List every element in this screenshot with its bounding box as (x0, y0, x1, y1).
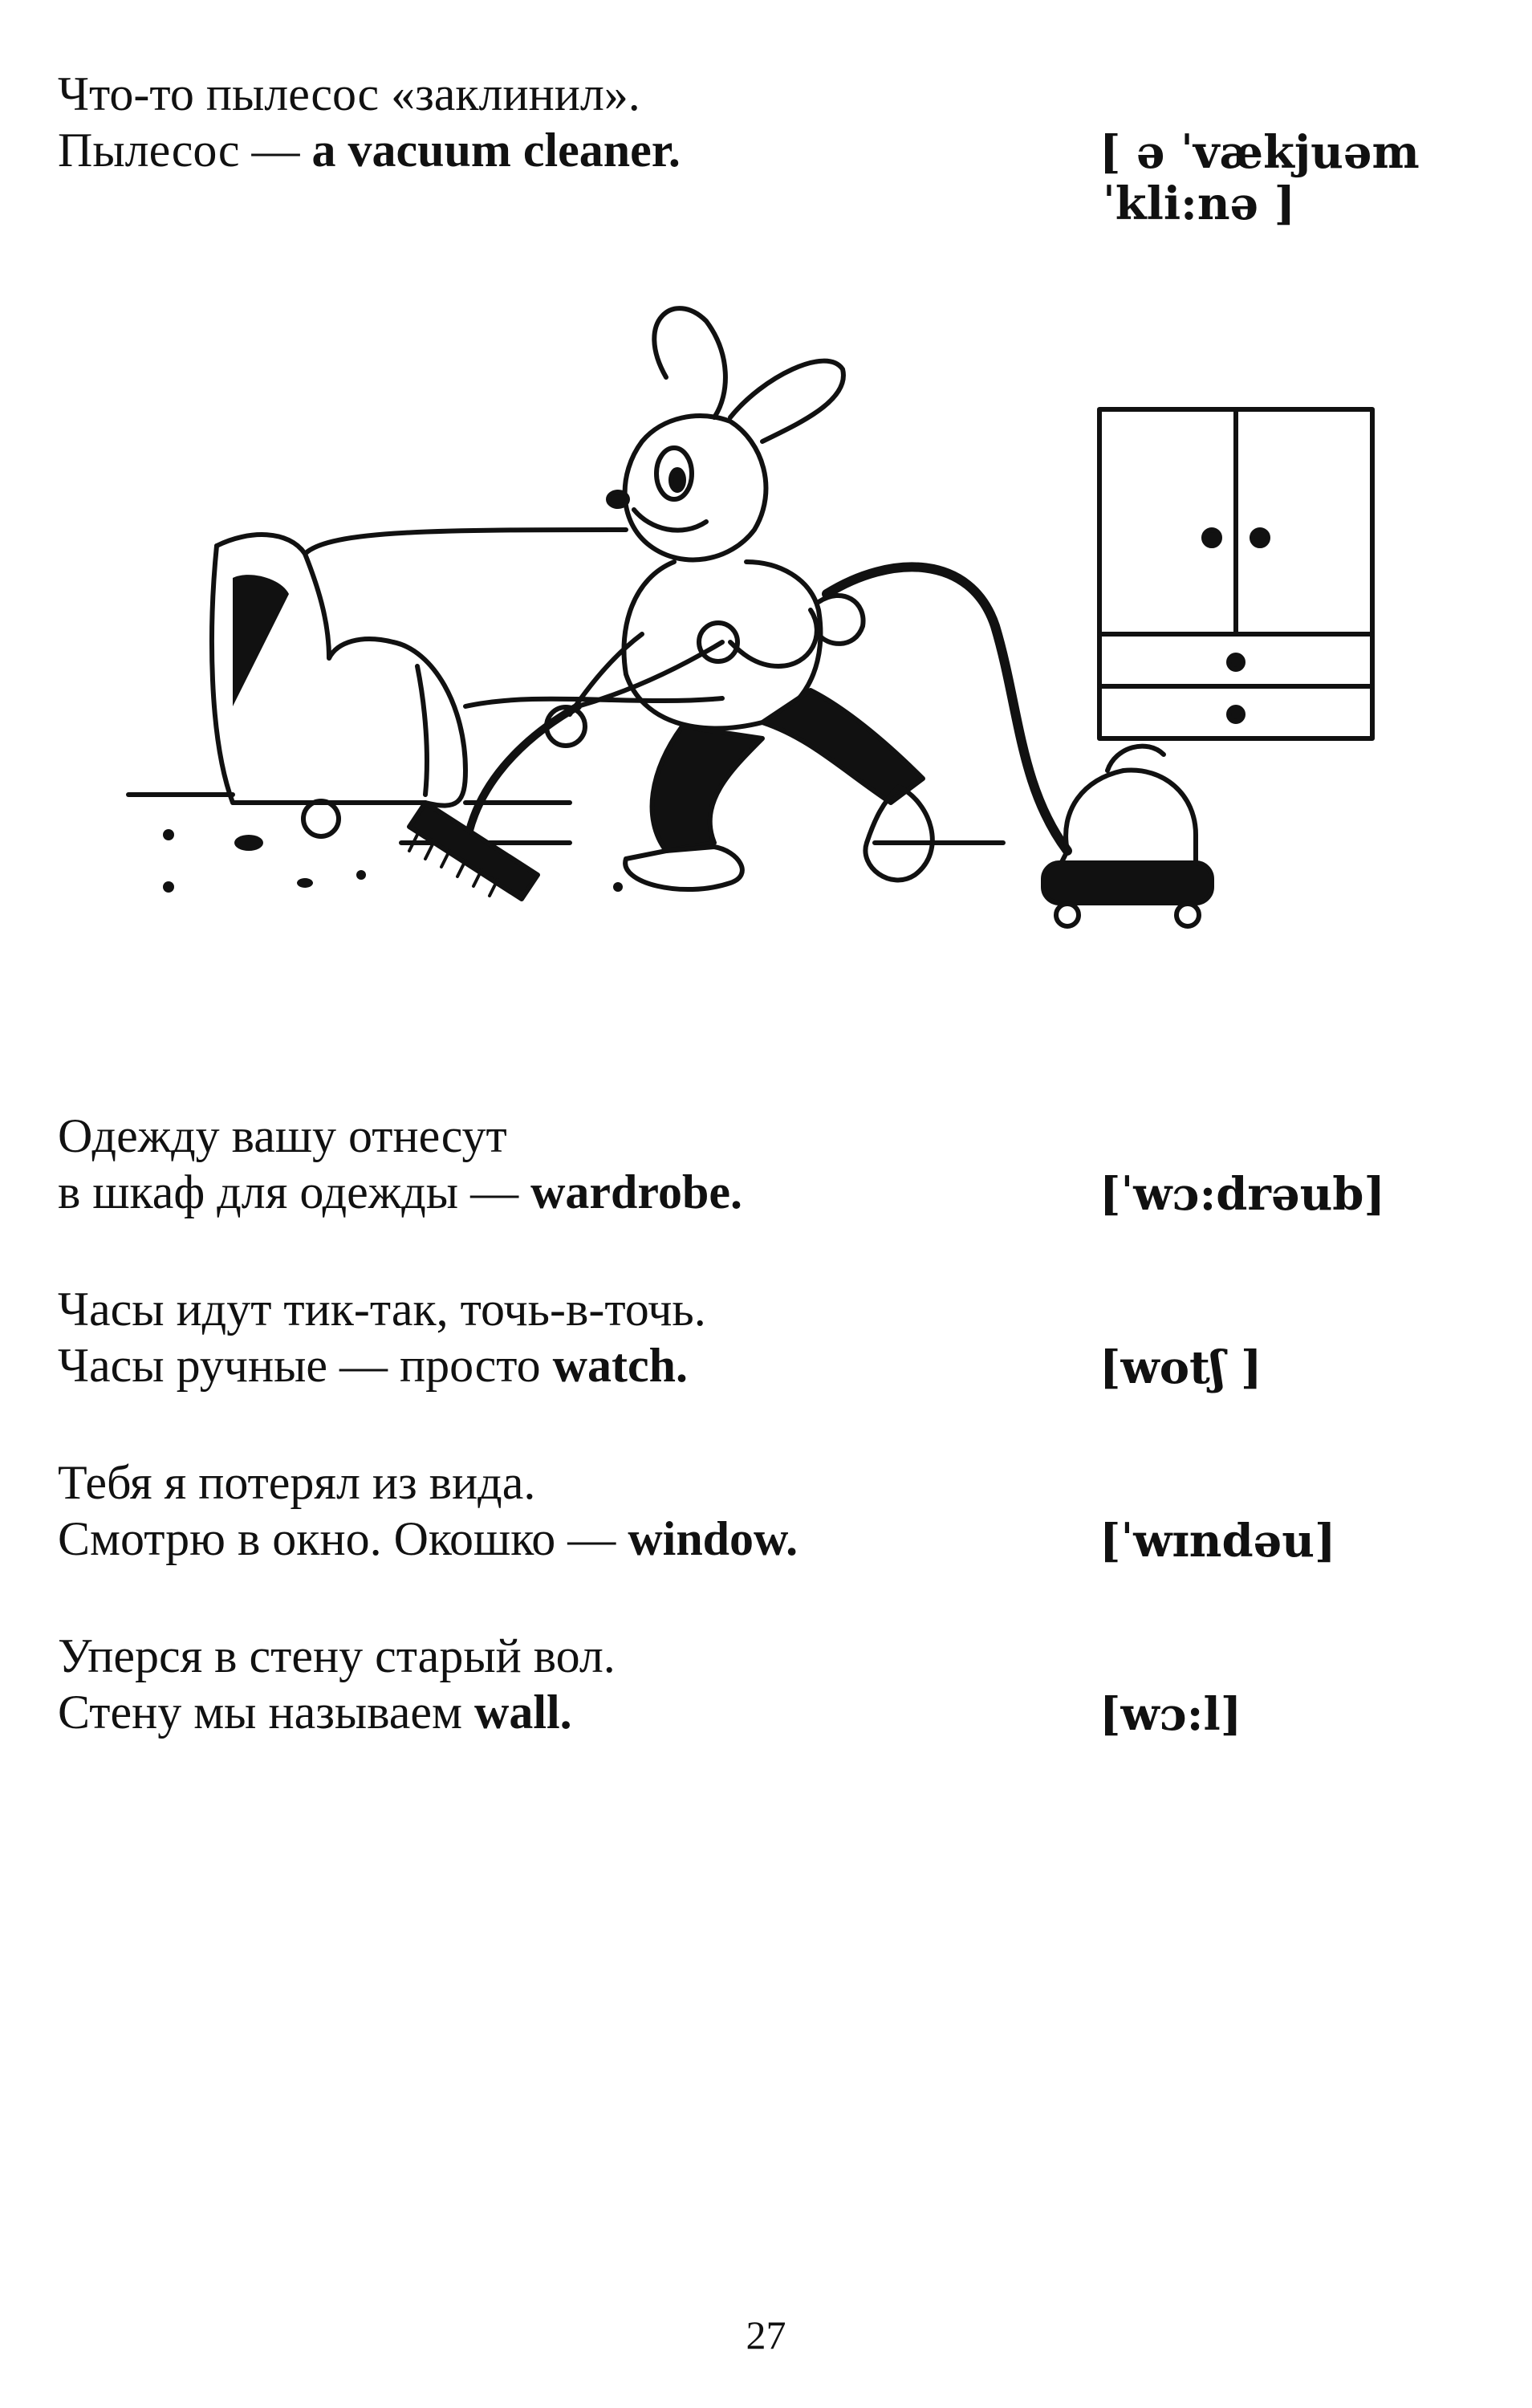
verse-prefix: Смотрю в окно. Окошко — (58, 1512, 628, 1565)
floor-debris-drawing (163, 801, 623, 893)
english-word: wall. (474, 1686, 572, 1739)
stanza-window (58, 1454, 798, 1567)
english-word: wardrobe. (530, 1165, 742, 1218)
verse-line: Что-то пылесос «заклинил». (58, 67, 640, 120)
english-word: window. (628, 1512, 799, 1565)
sofa-drawing (212, 530, 722, 806)
stanza-vacuum-cleaner (58, 66, 681, 178)
stanza-wardrobe (58, 1108, 742, 1220)
verse-line: Часы идут тик-так, точь-в-точь. (58, 1283, 706, 1336)
english-word: a vacuum cleaner. (311, 124, 681, 177)
stanza-wall (58, 1628, 616, 1740)
verse-line (58, 122, 681, 178)
vacuum-cleaner-drawing (1043, 746, 1212, 926)
page-number: 27 (746, 2312, 786, 2357)
transcription-line: [wɔ:l] (1099, 1688, 1242, 1741)
verse-line (58, 1164, 742, 1220)
transcription-line: [ˈwɪndəu] (1099, 1515, 1336, 1568)
wardrobe-drawing (1099, 409, 1372, 738)
transcription-line: [ ə ˈvækjuəm (1099, 126, 1420, 179)
verse-line: Одежду вашу отнесут (58, 1109, 507, 1162)
transcription-line: [ˈwɔ:drəub] (1099, 1168, 1385, 1221)
transcription-vacuum-cleaner (1099, 127, 1420, 230)
transcription-wall (1099, 1689, 1241, 1740)
english-word: watch. (552, 1339, 688, 1392)
stanza-watch (58, 1281, 706, 1393)
transcription-watch (1099, 1342, 1262, 1393)
transcription-line: [wotʃ ] (1099, 1341, 1262, 1394)
verse-prefix: Стену мы называем (58, 1686, 474, 1739)
rabbit-vacuum-cleaning-illustration (120, 289, 1404, 1043)
rabbit-drawing (547, 308, 933, 889)
verse-line: Уперся в стену старый вол. (58, 1629, 616, 1682)
verse-line (58, 1337, 706, 1393)
transcription-wardrobe (1099, 1169, 1385, 1220)
verse-prefix: Пылесос — (58, 124, 312, 177)
verse-prefix: в шкаф для одежды — (58, 1165, 531, 1218)
verse-line (58, 1511, 798, 1567)
transcription-line: ˈkli:nə ] (1103, 177, 1296, 230)
verse-line: Тебя я потерял из вида. (58, 1456, 536, 1509)
verse-line (58, 1684, 616, 1740)
transcription-window (1099, 1515, 1336, 1567)
verse-prefix: Часы ручные — просто (58, 1339, 553, 1392)
